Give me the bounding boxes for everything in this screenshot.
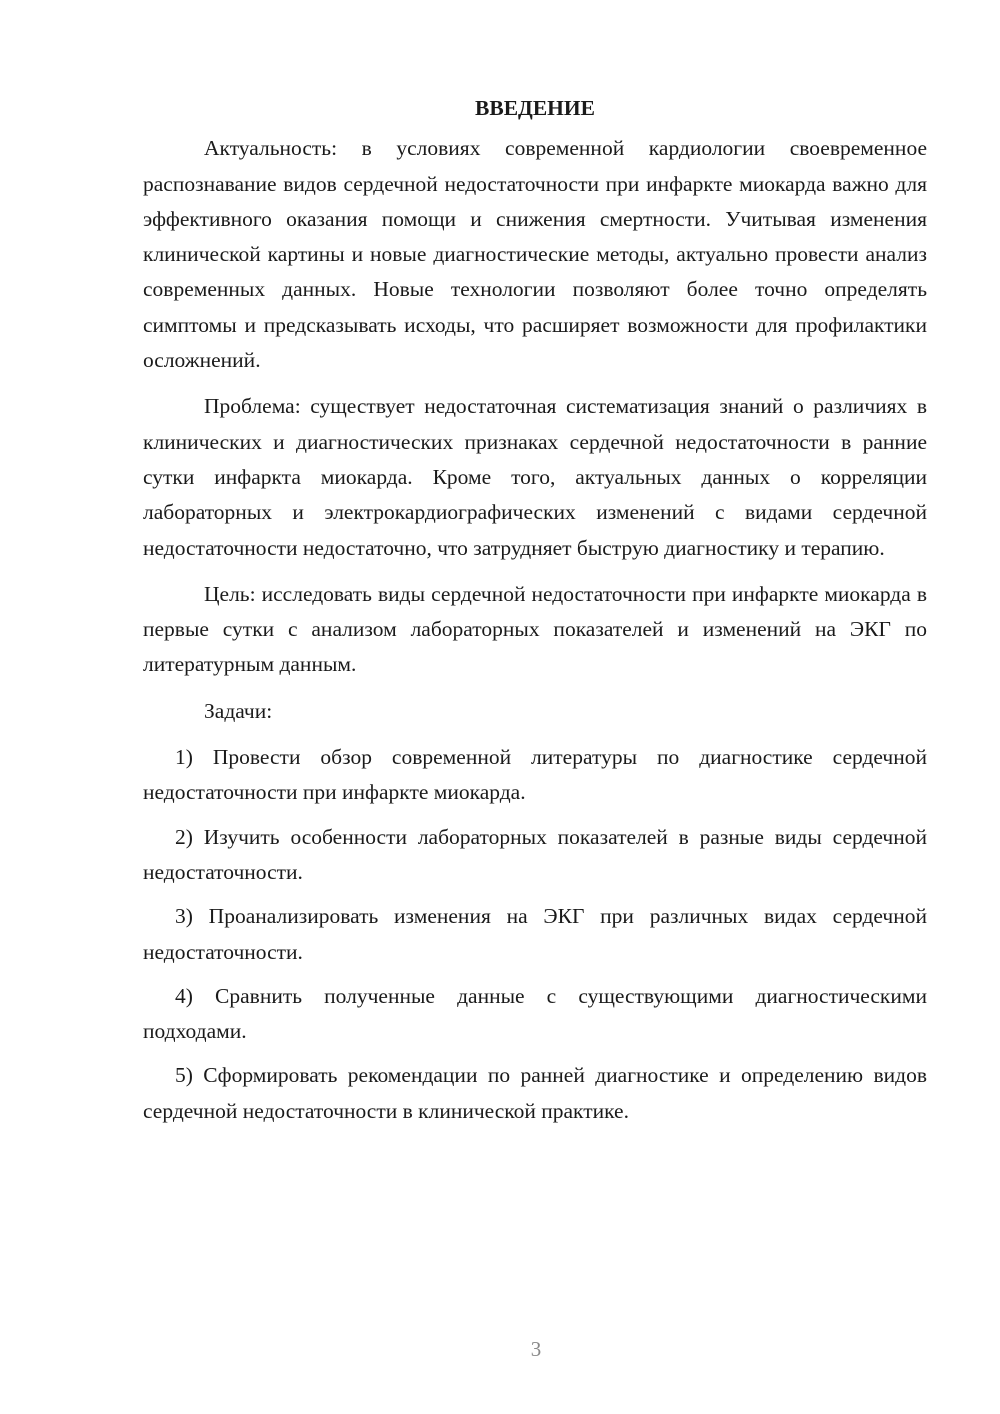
- relevance-paragraph: Актуальность: в условиях современной кардиологии своевременное распознавание видов сердечной недостаточности при инфаркте миокарда важно для эффективного оказания помощи и снижения смертности. Учитывая изменения клинической картины и новые диагностические методы, актуально провести анализ современных данных. Новые технологии позволяют более точно определять симптомы и предсказывать исходы, что расширяет возможности для профилактики осложнений.: [143, 136, 927, 373]
- page-title: ВВЕДЕНИЕ: [475, 96, 595, 120]
- task-item: 4) Сравнить полученные данные с существующими диагностическими подходами.: [143, 983, 927, 1044]
- task-item: 1) Провести обзор современной литературы по диагностике сердечной недостаточности при инфаркте миокарда.: [143, 745, 927, 805]
- tasks-heading: Задачи:: [204, 698, 273, 723]
- problem-paragraph: Проблема: существует недостаточная систематизация знаний о различиях в клинических и диагностических признаках сердечной недостаточности в ранние сутки инфаркта миокарда. Кроме того, актуальных данных о корреляции лабораторных и электрокардиографических изменений с видами сердечной недостаточности недостаточно, что затрудняет быструю диагностику и терапию.: [143, 394, 927, 560]
- task-item: 5) Сформировать рекомендации по ранней диагностике и определению видов сердечной недостаточности в клинической практике.: [143, 1063, 927, 1123]
- goal-paragraph: Цель: исследовать виды сердечной недостаточности при инфаркте миокарда в первые сутки с анализом лабораторных показателей и изменений на ЭКГ по литературным данным.: [143, 581, 927, 677]
- task-item: 2) Изучить особенности лабораторных показателей в разные виды сердечной недостаточности.: [143, 824, 927, 884]
- page-number: 3: [530, 1337, 542, 1361]
- task-item: 3) Проанализировать изменения на ЭКГ при различных видах сердечной недостаточности.: [143, 904, 927, 964]
- page-content: [143, 91, 927, 1138]
